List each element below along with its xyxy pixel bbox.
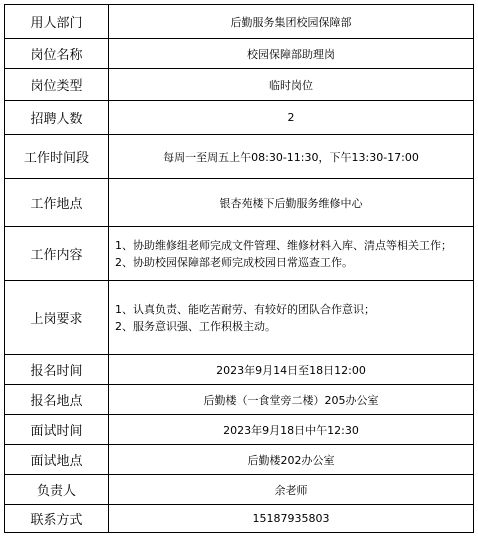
value-interview-location: 后勤楼202办公室: [109, 445, 474, 475]
row-interview-time: [5, 415, 474, 445]
label-work-location: 工作地点: [5, 179, 109, 227]
value-work-hours: 每周一至周五上午08:30-11:30，下午13:30-17:00: [109, 135, 474, 179]
value-headcount: 2: [109, 101, 474, 135]
row-position-name: [5, 39, 474, 69]
value-contact-phone: 15187935803: [109, 505, 474, 533]
label-position-name: 岗位名称: [5, 39, 109, 69]
row-interview-location: [5, 445, 474, 475]
label-headcount: 招聘人数: [5, 101, 109, 135]
label-requirements: 上岗要求: [5, 281, 109, 355]
row-position-type: [5, 69, 474, 101]
value-signup-location: 后勤楼（一食堂旁二楼）205办公室: [109, 385, 474, 415]
value-signup-time: 2023年9月14日至18日12:00: [109, 355, 474, 385]
label-interview-time: 面试时间: [5, 415, 109, 445]
requirement-line-2: 2、服务意识强、工作积极主动。: [115, 319, 276, 333]
job-posting-table: [4, 4, 474, 533]
value-position-type: 临时岗位: [109, 69, 474, 101]
job-duty-line-2: 2、协助校园保障部老师完成校园日常巡查工作。: [115, 255, 353, 269]
row-requirements: [5, 281, 474, 355]
label-signup-location: 报名地点: [5, 385, 109, 415]
label-contact-person: 负责人: [5, 475, 109, 505]
label-contact-phone: 联系方式: [5, 505, 109, 533]
value-contact-person: 余老师: [109, 475, 474, 505]
job-duty-line-1: 1、协助维修组老师完成文件管理、维修材料入库、清点等相关工作；: [115, 238, 452, 252]
row-job-duties: [5, 227, 474, 281]
label-position-type: 岗位类型: [5, 69, 109, 101]
label-department: 用人部门: [5, 5, 109, 39]
row-signup-location: [5, 385, 474, 415]
value-work-location: 银杏苑楼下后勤服务维修中心: [109, 179, 474, 227]
row-work-hours: [5, 135, 474, 179]
label-job-duties: 工作内容: [5, 227, 109, 281]
requirement-line-1: 1、认真负责、能吃苦耐劳、有较好的团队合作意识；: [115, 302, 375, 316]
label-signup-time: 报名时间: [5, 355, 109, 385]
label-interview-location: 面试地点: [5, 445, 109, 475]
value-department: 后勤服务集团校园保障部: [109, 5, 474, 39]
value-position-name: 校园保障部助理岗: [109, 39, 474, 69]
row-contact-phone: [5, 505, 474, 533]
row-headcount: [5, 101, 474, 135]
row-contact-person: [5, 475, 474, 505]
value-interview-time: 2023年9月18日中午12:30: [109, 415, 474, 445]
row-work-location: [5, 179, 474, 227]
value-job-duties: [109, 227, 474, 281]
value-requirements: [109, 281, 474, 355]
row-department: [5, 5, 474, 39]
row-signup-time: [5, 355, 474, 385]
label-work-hours: 工作时间段: [5, 135, 109, 179]
